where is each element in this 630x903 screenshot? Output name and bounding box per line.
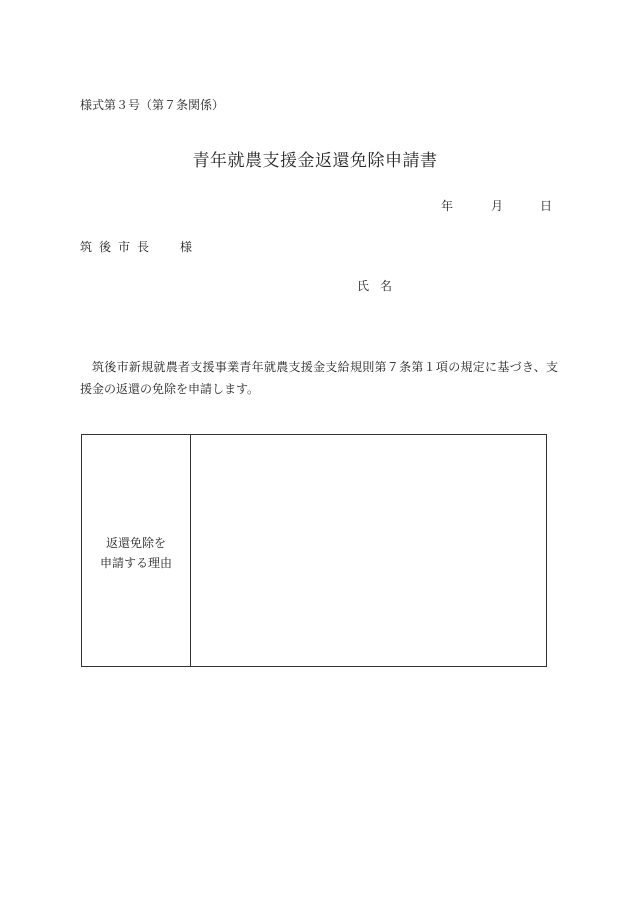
document-title: 青年就農支援金返還免除申請書 [192,151,438,171]
reason-table [81,434,547,667]
date-year-label: 年 [441,199,454,213]
form-number: 様式第３号（第７条関係） [80,98,225,112]
application-statement: 筑後市新規就農者支援事業青年就農支援金支給規則第７条第１項の規定に基づき、支援金の返還の免除を申請します。 [80,360,558,396]
applicant-name-label: 氏名 [357,279,404,293]
addressee-honorific: 様 [180,240,193,254]
reason-label-line-2: 申請する理由 [99,555,172,570]
date-month-label: 月 [491,199,504,213]
reason-label-cell [82,435,191,666]
reason-value-field[interactable] [191,435,546,666]
addressee-name: 筑後市長 [80,240,157,254]
reason-label-line-1: 返還免除を [105,535,166,550]
date-day-label: 日 [540,199,553,213]
